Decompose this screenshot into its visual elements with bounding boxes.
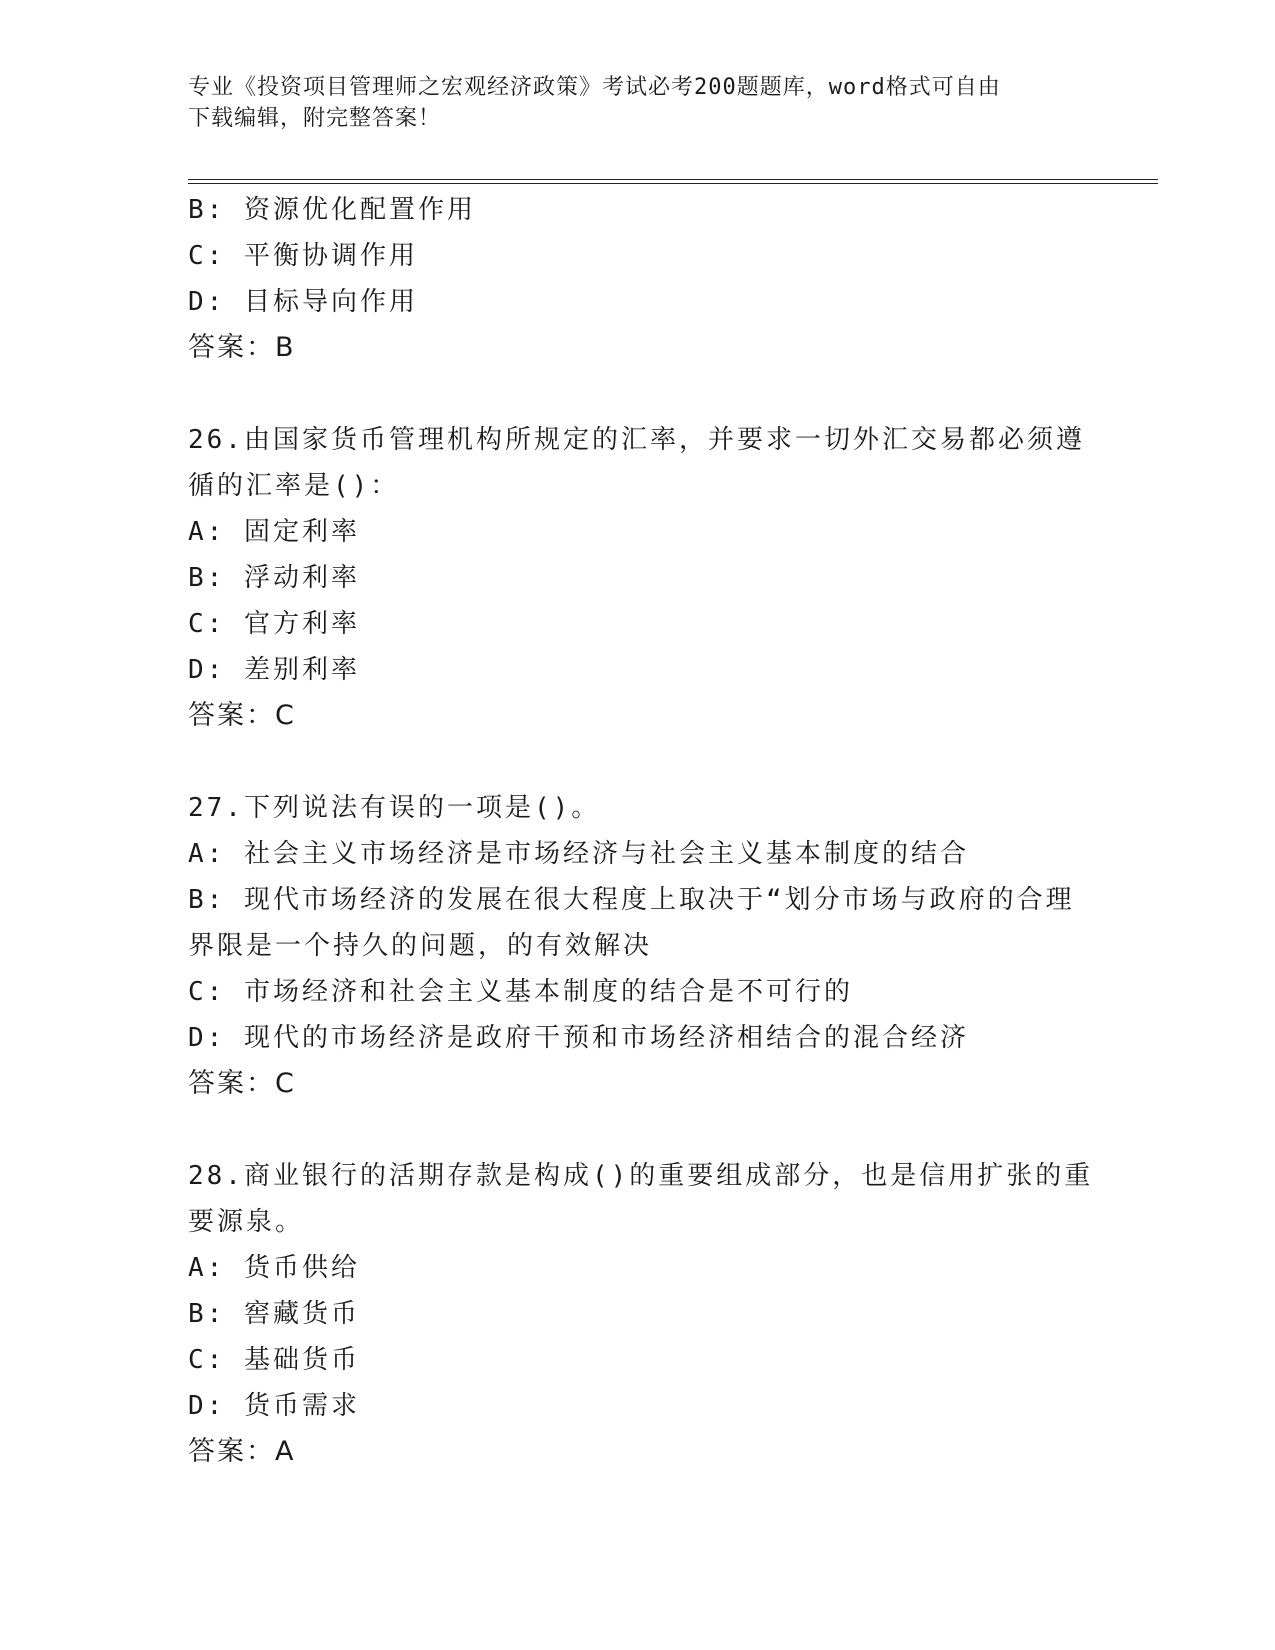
option-line: B: 资源优化配置作用 bbox=[188, 195, 476, 225]
option-line: D: 货币需求 bbox=[188, 1391, 360, 1421]
question-stem: 27.下列说法有误的一项是()。 bbox=[188, 793, 601, 823]
question-list bbox=[188, 187, 1094, 1475]
header-line-1: 专业《投资项目管理师之宏观经济政策》考试必考200题题库，word格式可自由 bbox=[188, 75, 1001, 100]
question-block-25 bbox=[188, 187, 1088, 371]
option-line: D: 现代的市场经济是政府干预和市场经济相结合的混合经济 bbox=[188, 1023, 969, 1053]
answer-line: 答案：B bbox=[188, 332, 296, 363]
question-stem: 要源泉。 bbox=[188, 1207, 305, 1237]
question-stem: 28.商业银行的活期存款是构成()的重要组成部分，也是信用扩张的重 bbox=[188, 1161, 1094, 1191]
question-stem: 26.由国家货币管理机构所规定的汇率，并要求一切外汇交易都必须遵 bbox=[188, 425, 1085, 455]
question-stem: 循的汇率是()： bbox=[188, 471, 400, 501]
option-line: B: 浮动利率 bbox=[188, 563, 360, 593]
option-line: A: 社会主义市场经济是市场经济与社会主义基本制度的结合 bbox=[188, 839, 969, 869]
option-line: D: 差别利率 bbox=[188, 655, 360, 685]
option-line: B: 窖藏货币 bbox=[188, 1299, 360, 1329]
option-line: C: 平衡协调作用 bbox=[188, 241, 418, 271]
header-divider bbox=[188, 179, 1158, 184]
question-block-28 bbox=[188, 1153, 1094, 1475]
answer-line: 答案：C bbox=[188, 1068, 296, 1099]
question-spacer bbox=[188, 371, 1088, 417]
question-block-26 bbox=[188, 417, 1088, 739]
document-header bbox=[188, 72, 1088, 134]
option-line: 界限是一个持久的问题，的有效解决 bbox=[188, 931, 653, 961]
answer-line: 答案：A bbox=[188, 1436, 296, 1467]
option-line: A: 固定利率 bbox=[188, 517, 360, 547]
question-block-27 bbox=[188, 785, 1088, 1107]
option-line: A: 货币供给 bbox=[188, 1253, 360, 1283]
option-line: B: 现代市场经济的发展在很大程度上取决于“划分市场与政府的合理 bbox=[188, 885, 1075, 915]
option-line: D: 目标导向作用 bbox=[188, 287, 418, 317]
question-spacer bbox=[188, 1107, 1088, 1153]
option-line: C: 市场经济和社会主义基本制度的结合是不可行的 bbox=[188, 977, 853, 1007]
option-line: C: 基础货币 bbox=[188, 1345, 360, 1375]
answer-line: 答案：C bbox=[188, 700, 296, 731]
option-line: C: 官方利率 bbox=[188, 609, 360, 639]
header-line-2: 下载编辑，附完整答案！ bbox=[188, 106, 442, 131]
question-spacer bbox=[188, 739, 1088, 785]
